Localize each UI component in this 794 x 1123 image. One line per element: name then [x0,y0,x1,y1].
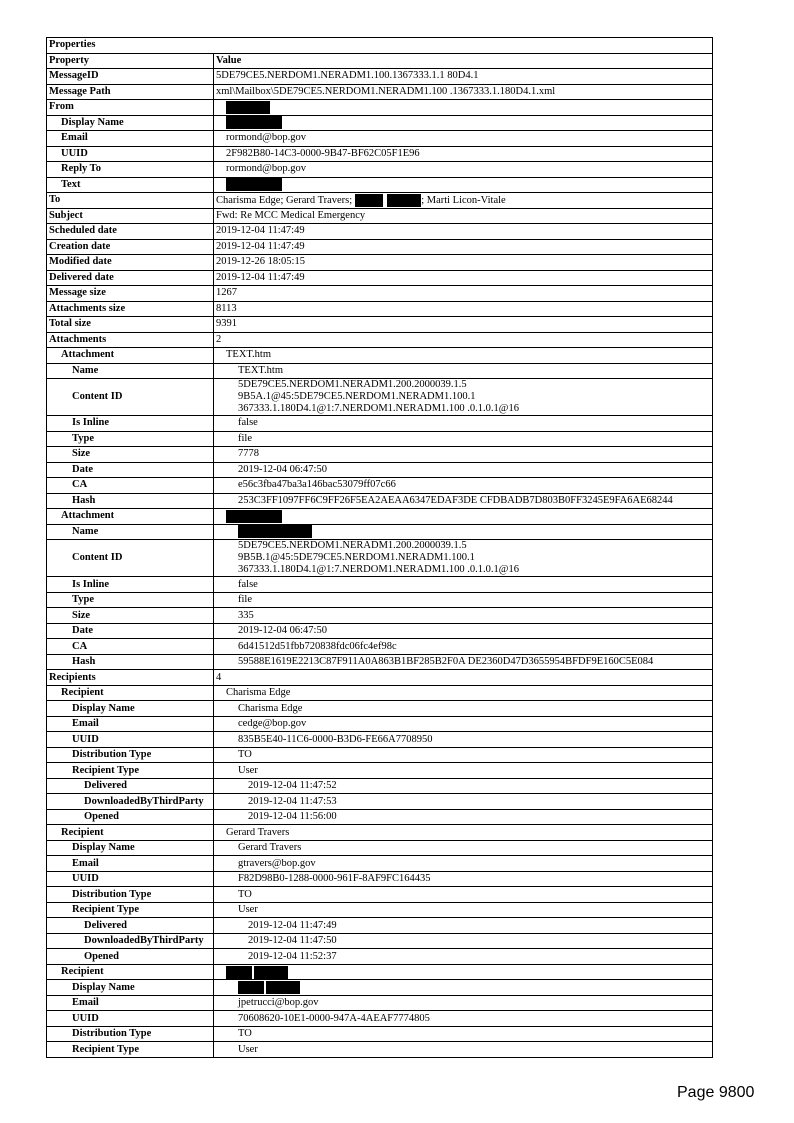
table-row [47,462,713,478]
property-name: Hash [47,654,214,670]
property-name: Hash [47,493,214,509]
value-line: 5DE79CE5.NERDOM1.NERADM1.200.2000039.1.5 [238,540,467,552]
redaction-block [254,966,288,979]
property-value: e56c3fba47ba3a146bac53079ff07c66 [214,478,713,494]
property-name: UUID [47,146,214,162]
value-line: 367333.1.180D4.1@1:7.NERDOM1.NERADM1.100 .0.1.0.1@16 [238,403,519,415]
property-name: Message size [47,286,214,302]
property-name: Name [47,363,214,379]
property-name: Date [47,623,214,639]
table-row [47,493,713,509]
table-row [47,577,713,593]
property-value [214,964,713,980]
table-row [47,592,713,608]
property-name: Is Inline [47,577,214,593]
table-row [47,825,713,841]
property-name: Attachments [47,332,214,348]
table-row [47,208,713,224]
property-value: 1267 [214,286,713,302]
property-value [214,193,713,209]
property-name: DownloadedByThirdParty [47,933,214,949]
table-row [47,949,713,965]
table-row [47,363,713,379]
property-value: 6d41512d51fbb720838fdc06fc4ef98c [214,639,713,655]
property-value: 253C3FF1097FF6C9FF26F5EA2AEAA6347EDAF3DE CFDBADB7D803B0FF3245E9FA6AE68244 [214,493,713,509]
column-header-property: Property [47,53,214,69]
table-row [47,146,713,162]
property-value: 2019-12-04 11:47:49 [214,270,713,286]
table-row [47,654,713,670]
property-name: Creation date [47,239,214,255]
value-line: 9B5A.1@45:5DE79CE5.NERDOM1.NERADM1.100.1 [238,391,476,403]
value-line: 9B5B.1@45:5DE79CE5.NERDOM1.NERADM1.100.1 [238,552,475,564]
property-name: Recipient [47,964,214,980]
property-name: DownloadedByThirdParty [47,794,214,810]
property-value: 2019-12-04 11:47:53 [214,794,713,810]
property-value: 2019-12-04 06:47:50 [214,623,713,639]
table-row [47,286,713,302]
table-row [47,131,713,147]
table-row [47,840,713,856]
property-value: xml\Mailbox\5DE79CE5.NERDOM1.NERADM1.100 .1367333.1.180D4.1.xml [214,84,713,100]
property-name: Display Name [47,115,214,131]
property-value [214,100,713,116]
property-name: Name [47,524,214,540]
value-text: Charisma Edge; Gerard Travers; [216,194,353,206]
redaction-block [238,981,264,994]
table-row [47,980,713,996]
property-value: 5DE79CE5.NERDOM1.NERADM1.100.1367333.1.1 80D4.1 [214,69,713,85]
property-name: Size [47,608,214,624]
property-name: Recipients [47,670,214,686]
redaction-block [266,981,300,994]
redaction-block [226,510,282,523]
table-row [47,918,713,934]
table-row [47,902,713,918]
column-header-value: Value [214,53,713,69]
property-value: file [214,592,713,608]
table-row [47,177,713,193]
table-row [47,255,713,271]
property-value: 2019-12-04 11:52:37 [214,949,713,965]
property-name: Scheduled date [47,224,214,240]
value-line: 5DE79CE5.NERDOM1.NERADM1.200.2000039.1.5 [238,379,467,390]
property-value: Charisma Edge [214,685,713,701]
table-row [47,778,713,794]
table-row [47,416,713,432]
property-value: rormond@bop.gov [214,131,713,147]
property-value [214,980,713,996]
property-name: Display Name [47,840,214,856]
property-value [214,115,713,131]
table-row [47,732,713,748]
property-value: 59588E1619E2213C87F911A0A863B1BF285B2F0A DE2360D47D3655954BFDF9E160C5E084 [214,654,713,670]
property-name: CA [47,478,214,494]
property-value: TEXT.htm [214,363,713,379]
table-title-row [47,38,713,54]
page-number: Page 9800 [677,1084,755,1101]
table-row [47,716,713,732]
property-name: Delivered [47,918,214,934]
property-name: Content ID [47,540,214,577]
property-name: Size [47,447,214,463]
property-name: Modified date [47,255,214,271]
property-name: Recipient [47,685,214,701]
property-value: TO [214,887,713,903]
property-value [214,524,713,540]
property-name: Content ID [47,379,214,416]
properties-table [46,37,713,1058]
property-name: Reply To [47,162,214,178]
table-row [47,964,713,980]
table-row [47,747,713,763]
property-value: TEXT.htm [214,348,713,364]
property-value: 2019-12-04 11:47:49 [214,224,713,240]
property-name: Distribution Type [47,747,214,763]
table-row [47,871,713,887]
table-header-row [47,53,713,69]
property-name: Opened [47,949,214,965]
table-row [47,701,713,717]
property-name: Text [47,177,214,193]
table-row [47,540,713,577]
property-value: User [214,902,713,918]
table-row [47,639,713,655]
property-name: MessageID [47,69,214,85]
table-row [47,162,713,178]
property-name: Recipient Type [47,763,214,779]
table-row [47,239,713,255]
table-row [47,933,713,949]
property-value: 2019-12-04 11:47:49 [214,239,713,255]
property-name: UUID [47,871,214,887]
property-name: Email [47,856,214,872]
table-row [47,379,713,416]
property-name: Recipient [47,825,214,841]
table-row [47,685,713,701]
property-name: UUID [47,732,214,748]
table-row [47,1011,713,1027]
property-value: 9391 [214,317,713,333]
redaction-block [387,194,421,207]
redaction-block [226,966,252,979]
table-row [47,84,713,100]
property-value: gtravers@bop.gov [214,856,713,872]
redaction-block [226,101,270,114]
property-name: Recipient Type [47,902,214,918]
table-row [47,431,713,447]
property-name: Is Inline [47,416,214,432]
property-name: Total size [47,317,214,333]
property-value: 8113 [214,301,713,317]
table-row [47,348,713,364]
table-row [47,447,713,463]
property-value: 7778 [214,447,713,463]
property-name: Date [47,462,214,478]
table-row [47,193,713,209]
table-row [47,270,713,286]
table-row [47,623,713,639]
property-name: UUID [47,1011,214,1027]
property-name: From [47,100,214,116]
table-row [47,478,713,494]
property-name: Email [47,716,214,732]
table-row [47,301,713,317]
property-value: User [214,763,713,779]
property-value: file [214,431,713,447]
property-name: Recipient Type [47,1042,214,1058]
property-value: 2019-12-04 11:47:49 [214,918,713,934]
property-value: cedge@bop.gov [214,716,713,732]
property-value [214,540,713,577]
property-value: 2019-12-04 11:47:52 [214,778,713,794]
property-name: Display Name [47,980,214,996]
property-name: CA [47,639,214,655]
table-row [47,887,713,903]
table-row [47,1026,713,1042]
table-row [47,794,713,810]
property-value: 2019-12-04 11:47:50 [214,933,713,949]
property-name: Distribution Type [47,887,214,903]
property-value: TO [214,1026,713,1042]
property-value: false [214,577,713,593]
property-name: Distribution Type [47,1026,214,1042]
redaction-block [355,194,383,207]
property-name: Type [47,431,214,447]
property-value: User [214,1042,713,1058]
property-name: Opened [47,809,214,825]
property-name: To [47,193,214,209]
property-value: F82D98B0-1288-0000-961F-8AF9FC164435 [214,871,713,887]
property-name: Display Name [47,701,214,717]
property-value: 2019-12-04 06:47:50 [214,462,713,478]
property-value [214,379,713,416]
table-row [47,224,713,240]
table-row [47,69,713,85]
table-row [47,809,713,825]
value-text: ; Marti Licon-Vitale [421,194,506,206]
property-name: Type [47,592,214,608]
table-row [47,115,713,131]
table-row [47,670,713,686]
property-value: rormond@bop.gov [214,162,713,178]
value-line: 367333.1.180D4.1@1:7.NERDOM1.NERADM1.100 .0.1.0.1@16 [238,564,519,576]
property-value: Fwd: Re MCC Medical Emergency [214,208,713,224]
property-name: Attachment [47,348,214,364]
property-value: Gerard Travers [214,840,713,856]
table-row [47,332,713,348]
table-row [47,1042,713,1058]
property-name: Subject [47,208,214,224]
table-row [47,100,713,116]
table-row [47,995,713,1011]
table-row [47,608,713,624]
property-value: 2019-12-04 11:56:00 [214,809,713,825]
property-value: jpetrucci@bop.gov [214,995,713,1011]
property-value [214,177,713,193]
property-name: Attachment [47,509,214,525]
table-row [47,763,713,779]
table-row [47,856,713,872]
property-value [214,509,713,525]
table-row [47,317,713,333]
redaction-block [238,525,312,538]
property-name: Delivered date [47,270,214,286]
property-name: Email [47,995,214,1011]
table-title: Properties [47,38,713,54]
property-name: Delivered [47,778,214,794]
property-value: 2 [214,332,713,348]
property-value: 835B5E40-11C6-0000-B3D6-FE66A7708950 [214,732,713,748]
property-value: 2F982B80-14C3-0000-9B47-BF62C05F1E96 [214,146,713,162]
redaction-block [226,116,282,129]
properties-table-body [47,38,713,1058]
property-value: Gerard Travers [214,825,713,841]
property-value: Charisma Edge [214,701,713,717]
property-value: 2019-12-26 18:05:15 [214,255,713,271]
property-name: Attachments size [47,301,214,317]
table-row [47,509,713,525]
property-value: 70608620-10E1-0000-947A-4AEAF7774805 [214,1011,713,1027]
property-name: Message Path [47,84,214,100]
property-value: 335 [214,608,713,624]
table-row [47,524,713,540]
property-value: 4 [214,670,713,686]
property-name: Email [47,131,214,147]
redaction-block [226,178,282,191]
property-value: false [214,416,713,432]
property-value: TO [214,747,713,763]
